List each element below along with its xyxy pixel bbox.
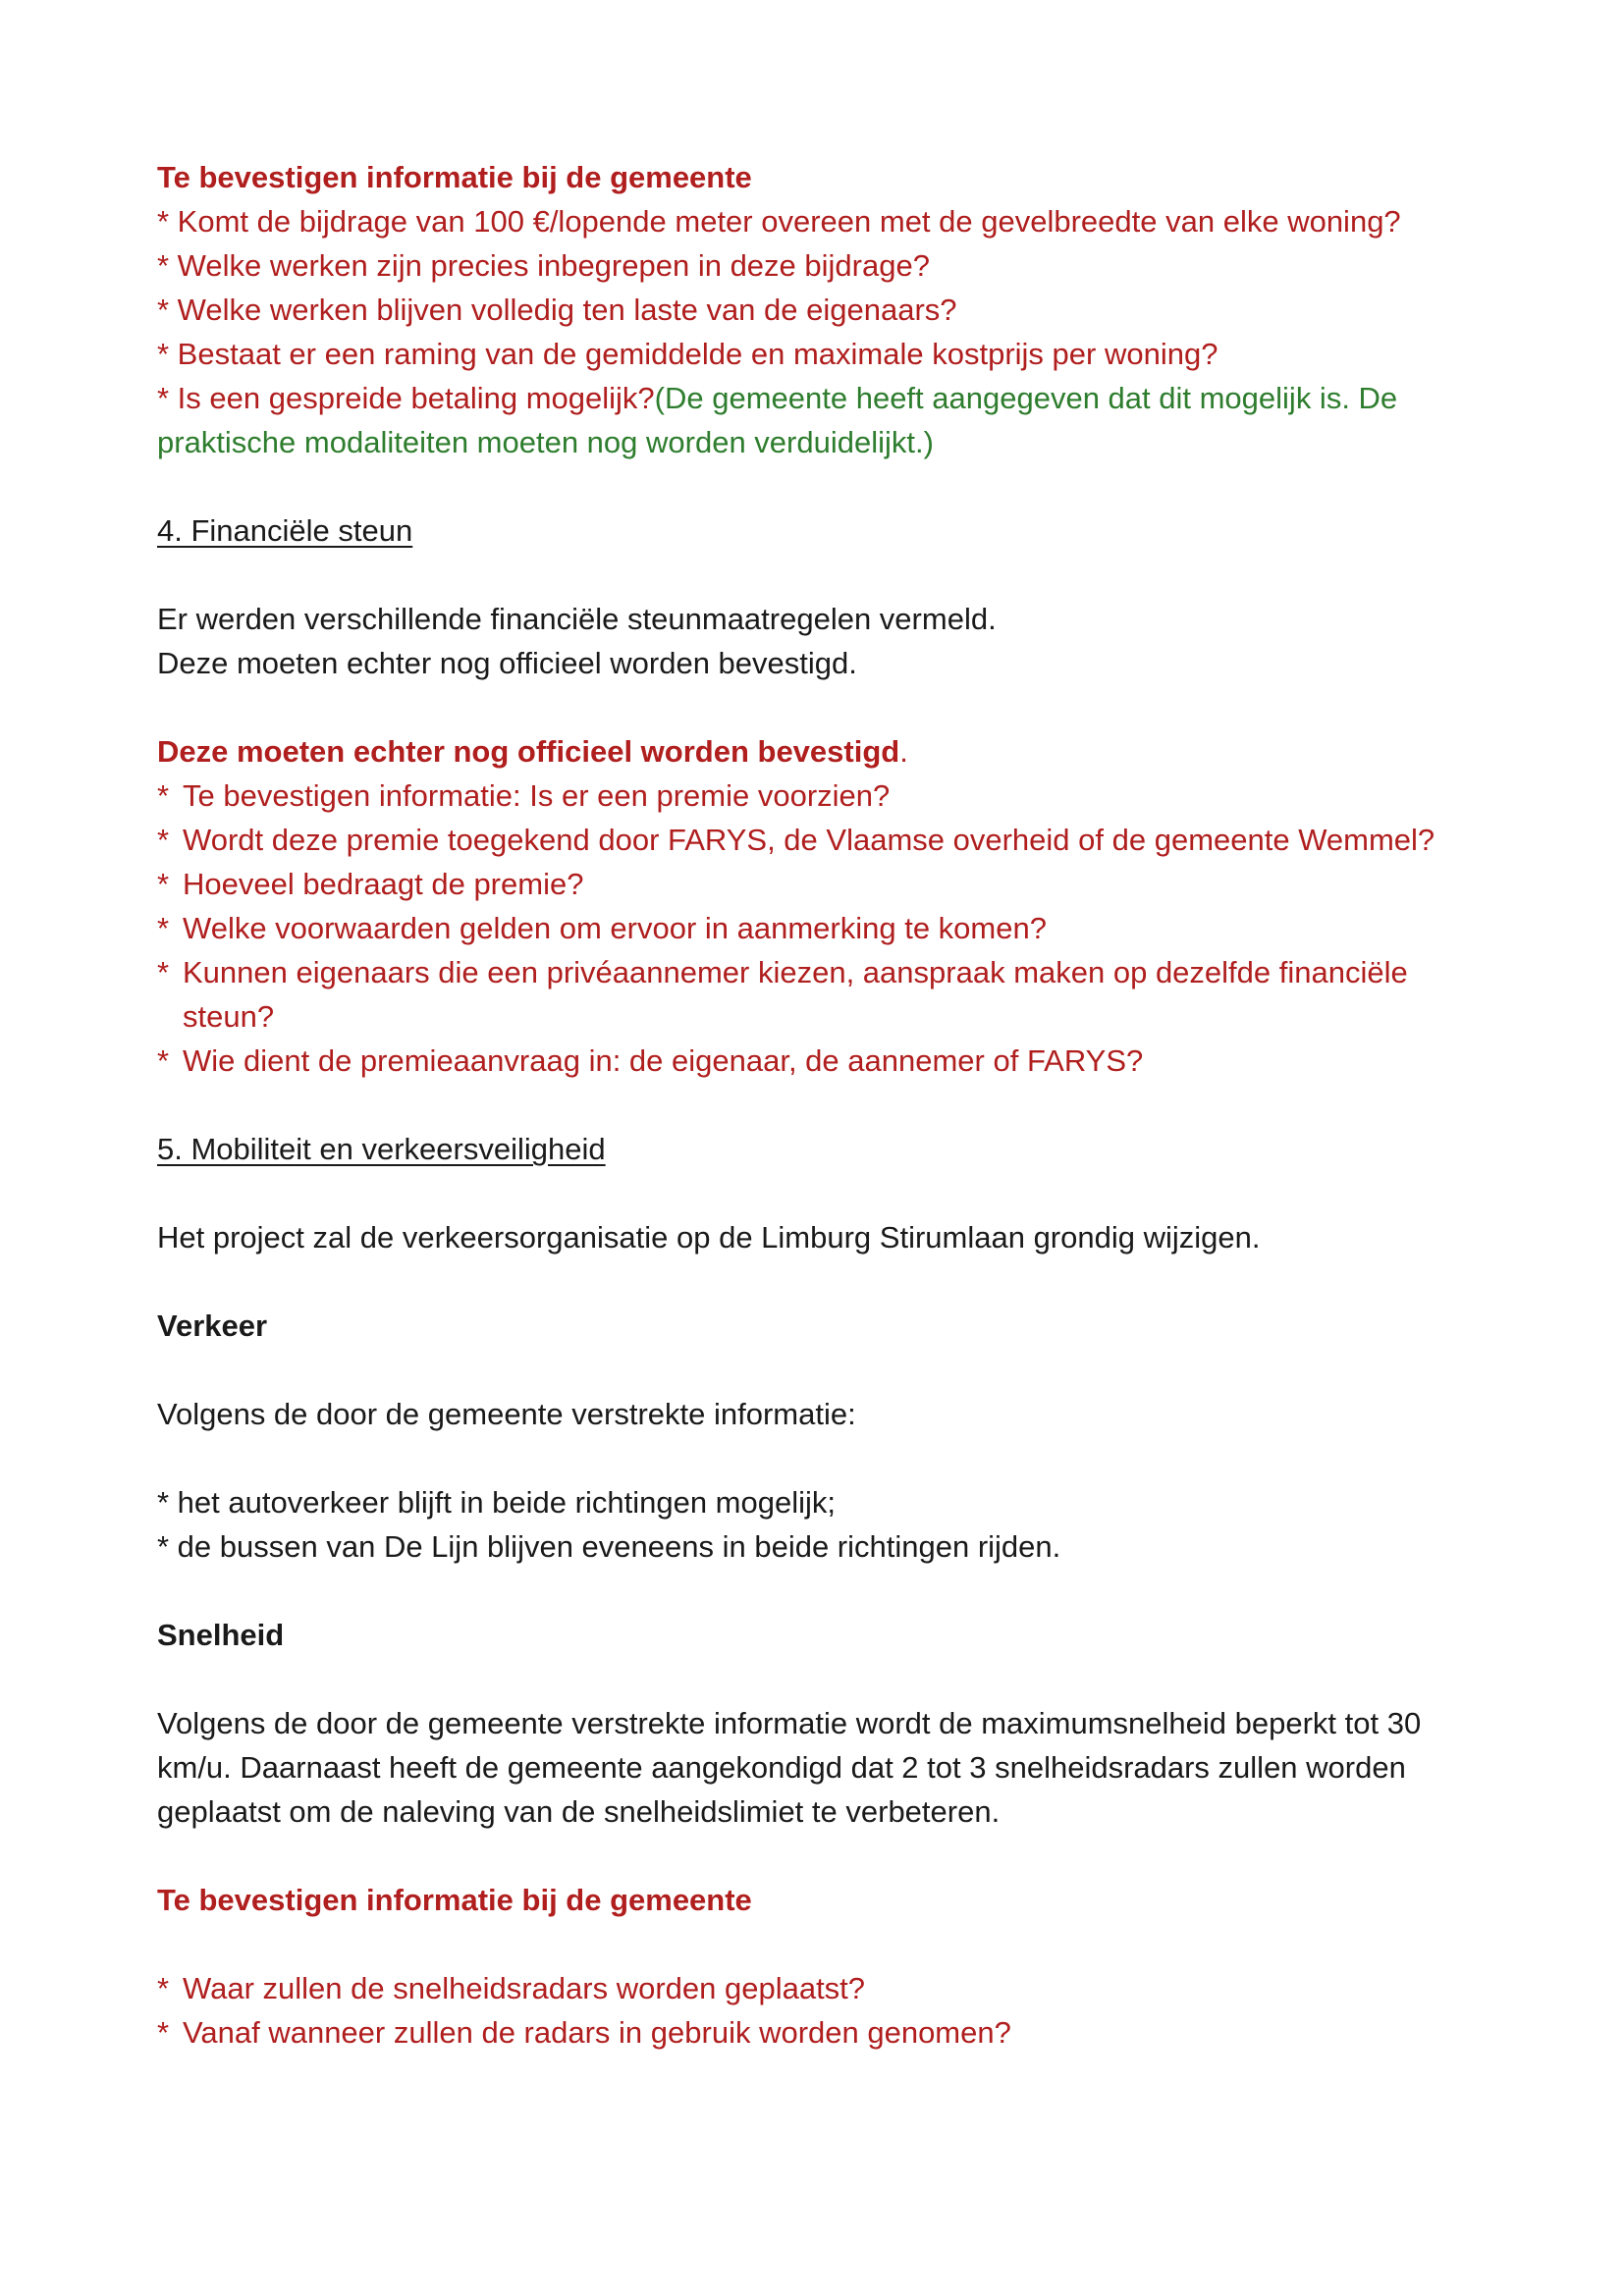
section-title-financial-support: 4. Financiële steun (157, 513, 413, 548)
list-item: * het autoverkeer blijft in beide richtingen mogelijk; (157, 1485, 836, 1520)
subheading-speed: Snelheid (157, 1618, 285, 1652)
list-item: * Te bevestigen informatie: Is er een premie voorzien? (157, 778, 891, 813)
traffic-intro: Volgens de door de gemeente verstrekte informatie: (157, 1397, 856, 1431)
list-item: * Kunnen eigenaars die een privéaannemer kiezen, aanspraak maken op dezelfde financiële steun? (157, 955, 1408, 1034)
financial-questions-list (157, 774, 1502, 1083)
question-item-payment (157, 376, 1502, 464)
confirm-heading-speed: Te bevestigen informatie bij de gemeente (157, 1883, 752, 1917)
speed-paragraph: Volgens de door de gemeente verstrekte informatie wordt de maximumsnelheid beperkt tot 30 km/u. Daarnaast heeft de gemeente aangekondigd dat 2 tot 3 snelheidsradars zullen worden geplaatst om de naleving van de snelheidslimiet te verbeteren. (157, 1706, 1422, 1829)
section4-para-line2: Deze moeten echter nog officieel worden bevestigd. (157, 646, 857, 680)
section4-para-line1: Er werden verschillende financiële steunmaatregelen vermeld. (157, 602, 997, 636)
question-item: * Welke werken zijn precies inbegrepen in deze bijdrage? (157, 248, 930, 283)
confirm-heading-contribution: Te bevestigen informatie bij de gemeente (157, 160, 752, 194)
question-item: * Komt de bijdrage van 100 €/lopende meter overeen met de gevelbreedte van elke woning? (157, 204, 1401, 239)
list-item: * Wordt deze premie toegekend door FARYS, de Vlaamse overheid of de gemeente Wemmel? (157, 823, 1435, 857)
list-item: * Waar zullen de snelheidsradars worden geplaatst? (157, 1971, 866, 2005)
list-item: * Wie dient de premieaanvraag in: de eigenaar, de aannemer of FARYS? (157, 1043, 1144, 1078)
list-item: * Hoeveel bedraagt de premie? (157, 867, 584, 901)
question-item: * Bestaat er een raming van de gemiddelde en maximale kostprijs per woning? (157, 337, 1218, 371)
document-page (157, 155, 1502, 2055)
subheading-traffic: Verkeer (157, 1308, 268, 1343)
section-title-mobility: 5. Mobiliteit en verkeersveiligheid (157, 1132, 606, 1166)
list-item: * Vanaf wanneer zullen de radars in gebruik worden genomen? (157, 2015, 1011, 2050)
speed-questions-list (157, 1966, 1502, 2055)
question-item: * Welke werken blijven volledig ten laste van de eigenaars? (157, 293, 957, 327)
list-item: * de bussen van De Lijn blijven eveneens in beide richtingen rijden. (157, 1529, 1061, 1564)
payment-question: * Is een gespreide betaling mogelijk? (157, 381, 655, 415)
section5-intro: Het project zal de verkeersorganisatie op de Limburg Stirumlaan grondig wijzigen. (157, 1220, 1261, 1255)
payment-answer-note: (De gemeente heeft aangegeven dat dit mogelijk is. De praktische modaliteiten moeten nog worden verduidelijkt.) (157, 381, 1398, 459)
list-item: * Welke voorwaarden gelden om ervoor in aanmerking te komen? (157, 911, 1047, 945)
confirm-heading-financial: Deze moeten echter nog officieel worden bevestigd. (157, 734, 908, 769)
